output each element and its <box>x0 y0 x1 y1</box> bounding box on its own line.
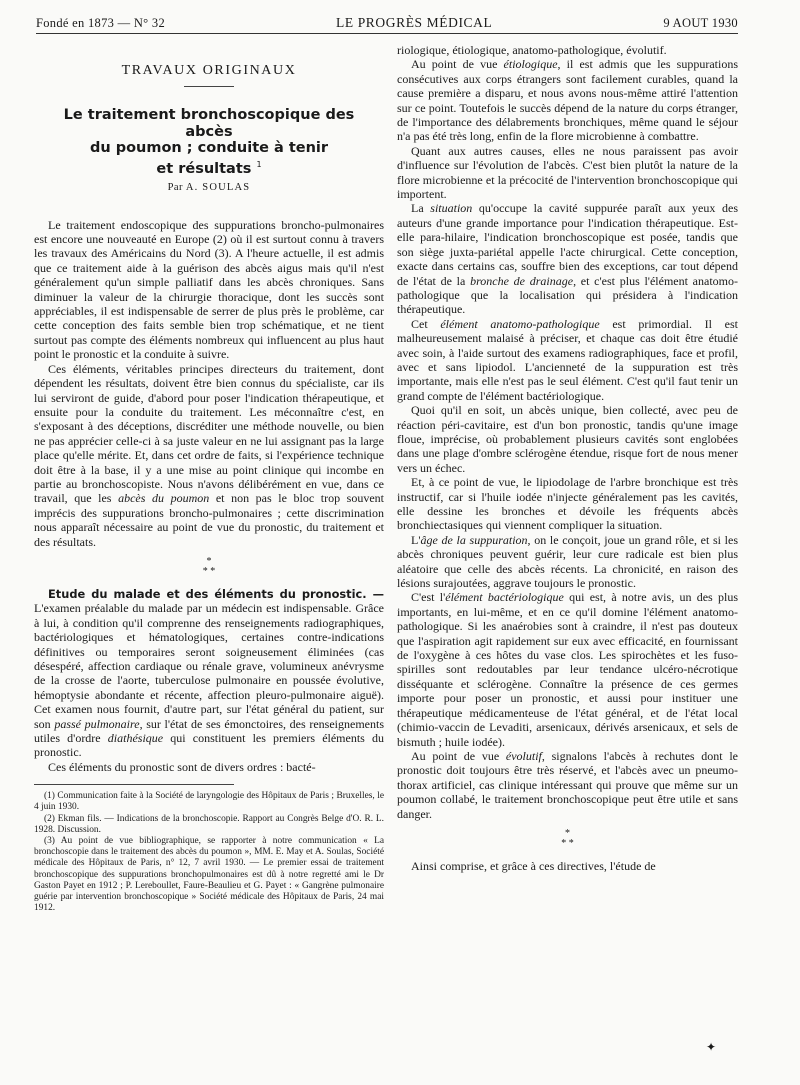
title-line-1: Le traitement bronchoscopique des abcès <box>63 107 355 140</box>
author-prefix: Par <box>167 182 183 194</box>
author-name: A. SOULAS <box>185 182 251 194</box>
section-title: TRAVAUX ORIGINAUX <box>121 63 297 78</box>
article-title <box>44 107 374 177</box>
paragraph: C'est l'élément bactériologique qui est, à notre avis, un des plus importants, en lui-même, et en ce qu'il domine l'élément anatomo-pathologique. Si les anaérobies sont à craindre, il n'est pas douteux que l'aspiration agit rapidement sur eux avec efficacité, en fournissant de l'oxygène à ces hôtes du vase clos. Les spirochètes et les fuso-spirilles sont redoutables par leur tendance ulcéro-nécrotique disséquante et sclérogène. Connaître la présence de ces germes importe pour poser un pronostic, et aussi pour instituer une thérapeutique médicamenteuse de l'état général, et de l'état local (chimio-vaccin de Levaditi, arsenicaux, dérivés arsenicaux, et sels de bismuth ; huile iodée). <box>397 590 739 749</box>
subheading: Etude du malade et des éléments du pronostic. — <box>48 586 384 601</box>
asterism: * * * <box>561 827 574 849</box>
paragraph: Ainsi comprise, et grâce à ces directives, l'étude de <box>411 858 656 873</box>
header-founded: Fondé en 1873 — N° 32 <box>36 16 165 30</box>
title-line-3: et résultats <box>156 160 252 177</box>
footnote: (2) Ekman fils. — Indications de la bronchoscopie. Rapport au Congrès Belge d'O. R. L. 1928. Discussion. <box>34 813 384 835</box>
left-column <box>34 44 384 915</box>
header-date: 9 AOUT 1930 <box>663 16 738 30</box>
right-column <box>397 43 738 873</box>
continuation-mark-icon: ✦ <box>706 1040 717 1054</box>
title-footnote-ref: 1 <box>256 159 262 169</box>
paragraph: Le traitement endoscopique des suppurations broncho-pulmonaires est encore une nouveauté en Europe (2) où il est surtout connu à travers les travaux des Américains du Nord (3). A l'heure actuelle, il est admis que ce traitement aide à la guérison des abcès aigus mais qu'il n'est généralement qu'un simple palliatif dans les abcès chroniques. Sans diminuer la valeur de la chirurgie thoracique, dont les succès sont appréciables, il est indispensable de serrer de plus près le problème, car cette conception des faits semble bien trop schématique, et ne tient surtout pas compte des éléments nombreux qui influencent au plus haut point le pronostic et la conduite à suivre. <box>34 217 384 362</box>
paragraph: Ces éléments, véritables principes directeurs du traitement, dont dépendent les résultats, doivent être bien connus du spécialiste, car ils lui serviront de guide, d'abord pour poser l'indication thérapeutique, et ensuite pour la conduite du traitement. Les méconnaître c'est, en s'exposant à des déceptions, discréditer une méthode nouvelle, ou bien ne pas apprécier celle-ci à sa juste valeur en ne lui assignant pas la large place qu'elle mérite. Et, dans cet ordre de faits, si l'expérience technique doit être à la base, il y a une mise au point clinique qui incombe en partie au bronchoscopiste. Nous n'avons délibérément en vue, dans ce travail, que les abcès du poumon et non pas le bloc trop souvent imprécis des suppurations broncho-pulmonaires ; cette discrimination nous apparaît nécessaire au point de vue du pronostic, du traitement et des résultats. <box>34 361 385 549</box>
paragraph: Etude du malade et des éléments du pronostic. — L'examen préalable du malade par un médecin est indispensable. Grâce à lui, à condition qu'il comprenne des renseignements radiographiques, bactériologiques et hématologiques, certaines contre-indications définitives ou temporaires seront soigneusement éliminées (cas désespéré, affection cardiaque ou rénale grave, volumineux anévrysme de la crosse de l'aorte, tuberculose pulmonaire en poussée évolutive, hémoptysie abondante et récente, affection pleuro-pulmonaire aiguë). Cet examen nous fournit, d'autre part, sur l'état général du patient, sur son passé pulmonaire, sur l'état de ses émonctoires, des renseignements utiles d'ordre diathésique qui constituent les premiers éléments du pronostic. <box>34 586 384 760</box>
title-line-2: du poumon ; conduite à tenir <box>89 140 329 157</box>
journal-title: LE PROGRÈS MÉDICAL <box>336 15 493 30</box>
paragraph: Ces éléments du pronostic sont de divers ordres : bacté- <box>48 759 316 774</box>
asterism: * * * <box>202 555 216 577</box>
paragraph: riologique, étiologique, anatomo-pathologique, évolutif. <box>397 43 667 57</box>
title-rule <box>184 86 234 87</box>
footnote: (1) Communication faite à la Société de laryngologie des Hôpitaux de Paris ; Bruxelles, le 4 juin 1930. <box>34 791 384 813</box>
paragraph: Cet élément anatomo-pathologique est primordial. Il est malheureusement malaisé à préciser, et chaque cas doit être étudié avec soin, à l'aide surtout des examens radiographiques, face et profil, avec et sans lipiodol. L'ancienneté de la suppuration est très importante, mais elle n'est pas le seul élément. C'est qu'il faut tenir un grand compte de l'élément bactériologique. <box>397 316 738 403</box>
footnote: (3) Au point de vue bibliographique, se rapporter à notre communication « La bronchoscopie dans le traitement des abcès du poumon », MM. E. May et A. Soulas, Société médicale des Hôpitaux de Paris, n° 12, 7 avril 1930. — Le premier essai de traitement bronchoscopique des suppurations bronchopulmonaires est dû à notre regretté ami le Dr Gaston Payet en 1912 ; P. Lereboullet, Faure-Beaulieu et G. Payet : « Gangrène pulmonaire guérie par intervention bronchoscopique » Société médicale des Hôpitaux de Paris, 24 mai 1912. <box>34 836 384 914</box>
paragraph: L'âge de la suppuration, on le conçoit, joue un grand rôle, et si les abcès chroniques peuvent guérir, leur cure radicale est bien plus aléatoire que celle des abcès récents. La chronicité, en raison des lésions surajoutées, aggrave toujours le pronostic. <box>397 532 738 591</box>
author-line <box>34 181 384 195</box>
paragraph: Et, à ce point de vue, le lipiodolage de l'arbre bronchique est très instructif, car si l'huile iodée n'injecte généralement pas les cavités, elle dessine les bronches et dévoile les fréquents abcès bronchiectasiques qui viennent compliquer la situation. <box>397 475 738 533</box>
footnotes <box>34 791 384 914</box>
paragraph: La situation qu'occupe la cavité suppurée paraît aux yeux des auteurs d'une grande importance pour l'indication thérapeutique. Est-elle para-hilaire, l'indication bronchoscopique est posée, tandis que son siège juxta-pariétal appelle l'acte chirurgical. Cette conception, exacte dans certains cas, souffre bien des exceptions, car tout dépend de l'état de la bronche de drainage, et c'est plus l'élément anatomo-pathologique que la localisation qui présidera à l'indication thérapeutique. <box>397 201 739 317</box>
running-header <box>36 9 738 34</box>
paragraph: Quoi qu'il en soit, un abcès unique, bien collecté, avec peu de réaction péri-cavitaire, est d'un bon pronostic, tandis qu'une image floue, imprécise, où probablement plusieurs cavités sont englobées dans une plage d'ombre sclérogène étendue, risque fort de nous mener vers un échec. <box>397 403 738 475</box>
footnote-rule <box>34 784 234 785</box>
paragraph: Quant aux autres causes, elles ne nous paraissent pas avoir d'influence sur l'évolution de l'abcès. C'est bien plutôt la nature de la flore microbienne et la précocité de l'intervention bronchoscopique qui importent. <box>397 143 738 202</box>
paragraph: Au point de vue étiologique, il est admis que les suppurations consécutives aux corps étrangers sont facilement curables, quand la cause première a disparu, et nous avons nous-même attiré l'attention sur ce point. Toutefois le succès dépend de la nature du corps étranger, de l'importance des délabrements bronchiques, même quand le séjour n'a pas été très long, enfin de la flore microbienne à combattre. <box>397 57 738 144</box>
paragraph: Au point de vue évolutif, signalons l'abcès à rechutes dont le pronostic doit toujours être très réservé, et l'abcès avec un pneumo-thorax artificiel, cas clinique intéressant qui prouve que même sur un poumon collabé, le traitement bronchoscopique peut être utile et sans danger. <box>397 748 738 821</box>
